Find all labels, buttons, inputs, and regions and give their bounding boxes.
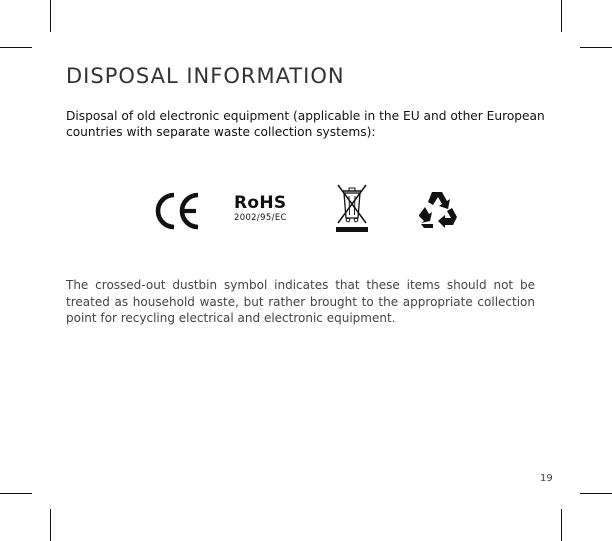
crop-mark (561, 0, 562, 32)
crossed-out-bin-icon (334, 182, 370, 234)
rohs-directive: 2002/95/EC (234, 212, 287, 222)
rohs-mark (234, 194, 294, 222)
page-title: DISPOSAL INFORMATION (66, 64, 345, 88)
recycle-icon (416, 188, 460, 232)
crop-mark (0, 47, 32, 48)
crop-mark (50, 509, 51, 541)
ce-mark-icon (152, 191, 202, 231)
crop-mark (0, 493, 32, 494)
rohs-title: RoHS (234, 193, 287, 213)
crop-mark (50, 0, 51, 32)
crop-mark (561, 509, 562, 541)
page-number: 19 (540, 473, 553, 484)
certification-symbols (0, 180, 612, 240)
crop-mark (580, 493, 612, 494)
crop-mark (580, 47, 612, 48)
intro-text: Disposal of old electronic equipment (applicable in the EU and other European countries with separate waste collection systems): (66, 109, 545, 139)
disposal-explanation: The crossed-out dustbin symbol indicates that these items should not be treated as household waste, but rather brought to the appropriate collection point for recycling electrical and electronic equipment. (66, 278, 535, 325)
